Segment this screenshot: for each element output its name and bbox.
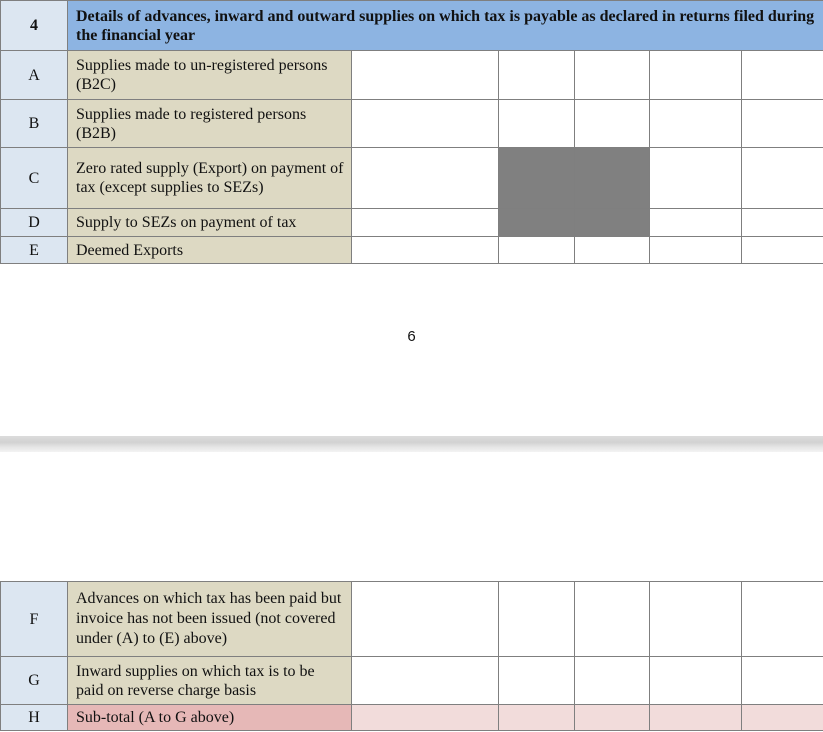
row-code: F (1, 582, 68, 657)
integrated-tax-cell[interactable] (650, 148, 742, 209)
row-code: A (1, 51, 68, 100)
table-row-f (1, 582, 823, 657)
section-number: 4 (1, 1, 68, 51)
cess-cell[interactable] (742, 209, 823, 237)
table-row-e (1, 237, 823, 264)
page-number: 6 (407, 328, 416, 345)
cess-cell[interactable] (742, 582, 823, 657)
central-tax-total-cell[interactable] (499, 705, 575, 731)
integrated-tax-cell[interactable] (650, 657, 742, 705)
row-code: D (1, 209, 68, 237)
central-tax-cell[interactable] (499, 100, 575, 148)
taxable-value-cell[interactable] (352, 148, 499, 209)
section-title: Details of advances, inward and outward supplies on which tax is payable as declared in returns filed during the financial year (68, 1, 823, 51)
central-tax-cell[interactable] (499, 237, 575, 264)
state-tax-cell[interactable] (575, 51, 650, 100)
state-tax-cell[interactable] (575, 657, 650, 705)
taxable-value-cell[interactable] (352, 237, 499, 264)
cess-cell[interactable] (742, 100, 823, 148)
cess-cell[interactable] (742, 237, 823, 264)
taxable-value-cell[interactable] (352, 51, 499, 100)
taxable-value-cell[interactable] (352, 657, 499, 705)
row-description: Supply to SEZs on payment of tax (68, 209, 352, 237)
table-header-row (1, 1, 823, 51)
row-description: Deemed Exports (68, 237, 352, 264)
table-row-g (1, 657, 823, 705)
cess-cell[interactable] (742, 148, 823, 209)
row-code: E (1, 237, 68, 264)
table-row-d (1, 209, 823, 237)
row-code: H (1, 705, 68, 731)
row-description: Advances on which tax has been paid but invoice has not been issued (not covered under (A) to (E) above) (68, 582, 352, 657)
central-tax-cell[interactable] (499, 657, 575, 705)
row-code: C (1, 148, 68, 209)
central-tax-cell-disabled (499, 209, 575, 237)
integrated-tax-total-cell[interactable] (650, 705, 742, 731)
state-tax-cell-disabled (575, 209, 650, 237)
state-tax-cell-disabled (575, 148, 650, 209)
row-description: Supplies made to registered persons (B2B) (68, 100, 352, 148)
integrated-tax-cell[interactable] (650, 100, 742, 148)
central-tax-cell[interactable] (499, 51, 575, 100)
integrated-tax-cell[interactable] (650, 582, 742, 657)
table-row-h-subtotal (1, 705, 823, 731)
central-tax-cell[interactable] (499, 582, 575, 657)
state-tax-total-cell[interactable] (575, 705, 650, 731)
row-description: Sub-total (A to G above) (68, 705, 352, 731)
row-description: Zero rated supply (Export) on payment of tax (except supplies to SEZs) (68, 148, 352, 209)
state-tax-cell[interactable] (575, 100, 650, 148)
state-tax-cell[interactable] (575, 582, 650, 657)
table-row-b (1, 100, 823, 148)
row-description: Inward supplies on which tax is to be paid on reverse charge basis (68, 657, 352, 705)
row-code: B (1, 100, 68, 148)
taxable-value-cell[interactable] (352, 582, 499, 657)
cess-cell[interactable] (742, 51, 823, 100)
page-break-divider (0, 436, 823, 452)
integrated-tax-cell[interactable] (650, 237, 742, 264)
table-4-top-section (0, 0, 823, 264)
table-4-bottom-section (0, 581, 823, 731)
integrated-tax-cell[interactable] (650, 209, 742, 237)
state-tax-cell[interactable] (575, 237, 650, 264)
taxable-value-cell[interactable] (352, 100, 499, 148)
table-row-a (1, 51, 823, 100)
central-tax-cell-disabled (499, 148, 575, 209)
cess-cell[interactable] (742, 657, 823, 705)
row-code: G (1, 657, 68, 705)
cess-total-cell[interactable] (742, 705, 823, 731)
table-row-c (1, 148, 823, 209)
integrated-tax-cell[interactable] (650, 51, 742, 100)
row-description: Supplies made to un-registered persons (B2C) (68, 51, 352, 100)
taxable-value-cell[interactable] (352, 209, 499, 237)
taxable-value-total-cell[interactable] (352, 705, 499, 731)
